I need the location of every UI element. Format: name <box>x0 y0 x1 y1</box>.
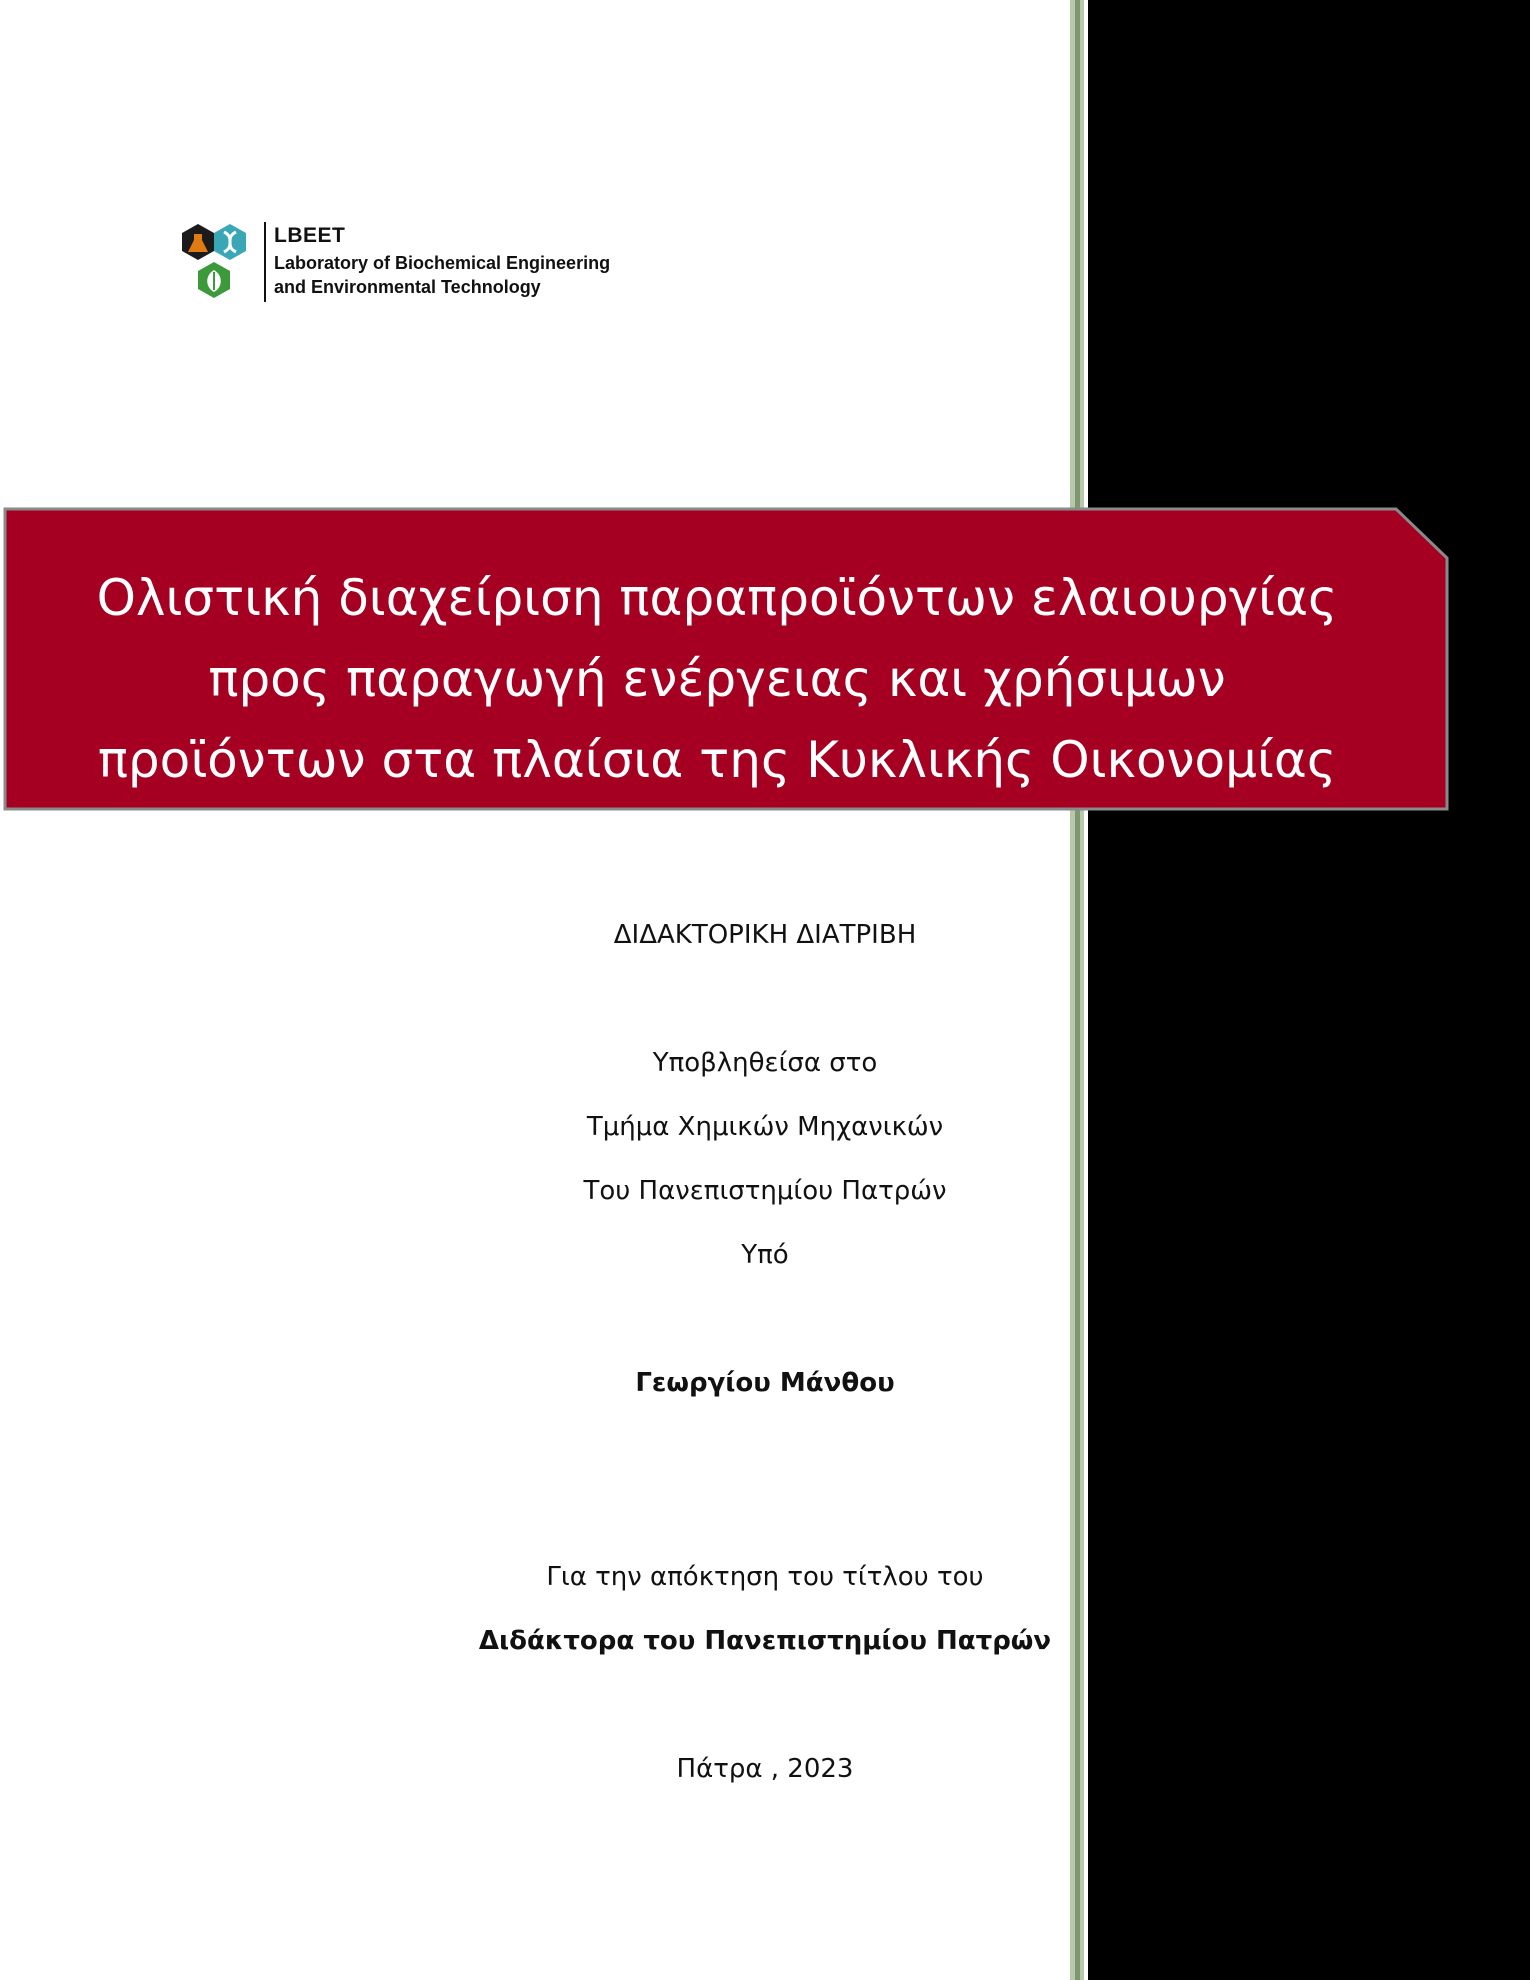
submission-department: Τμήμα Χημικών Μηχανικών <box>586 1112 944 1142</box>
logo-name-line-2: and Environmental Technology <box>274 277 541 297</box>
thesis-title-line-1: Ολιστική διαχείριση παραπροϊόντων ελαιουργίας <box>96 569 1338 627</box>
leaf-hexagon-icon <box>198 262 230 298</box>
submission-line-1: Υποβληθείσα στο <box>652 1048 878 1078</box>
submission-university: Του Πανεπιστημίου Πατρών <box>583 1176 947 1206</box>
side-band-black <box>1088 0 1530 1980</box>
lbeet-logo <box>178 220 660 306</box>
degree-intro: Για την απόκτηση του τίτλου του <box>546 1562 984 1592</box>
thesis-title-line-2: προς παραγωγή ενέργειας και χρήσιμων <box>208 650 1226 708</box>
dna-hexagon-icon <box>214 224 246 260</box>
submission-by: Υπό <box>741 1240 789 1270</box>
logo-hexagons <box>178 220 264 306</box>
thesis-title-line-3: προϊόντων στα πλαίσια της Κυκλικής Οικονομίας <box>97 731 1337 789</box>
logo-divider <box>264 222 266 302</box>
title-banner <box>2 506 1450 812</box>
document-type: ΔΙΔΑΚΤΟΡΙΚΗ ΔΙΑΤΡΙΒΗ <box>613 920 917 950</box>
flask-hexagon-icon <box>182 224 214 260</box>
thesis-title <box>22 558 1412 801</box>
logo-abbreviation: LBEET <box>274 224 346 247</box>
degree-title: Διδάκτορα του Πανεπιστημίου Πατρών <box>478 1626 1052 1656</box>
place-and-date: Πάτρα , 2023 <box>676 1754 854 1784</box>
author-name: Γεωργίου Μάνθου <box>635 1368 895 1398</box>
side-band-green-line <box>1075 0 1080 1980</box>
logo-name-line-1: Laboratory of Biochemical Engineering <box>274 253 611 273</box>
